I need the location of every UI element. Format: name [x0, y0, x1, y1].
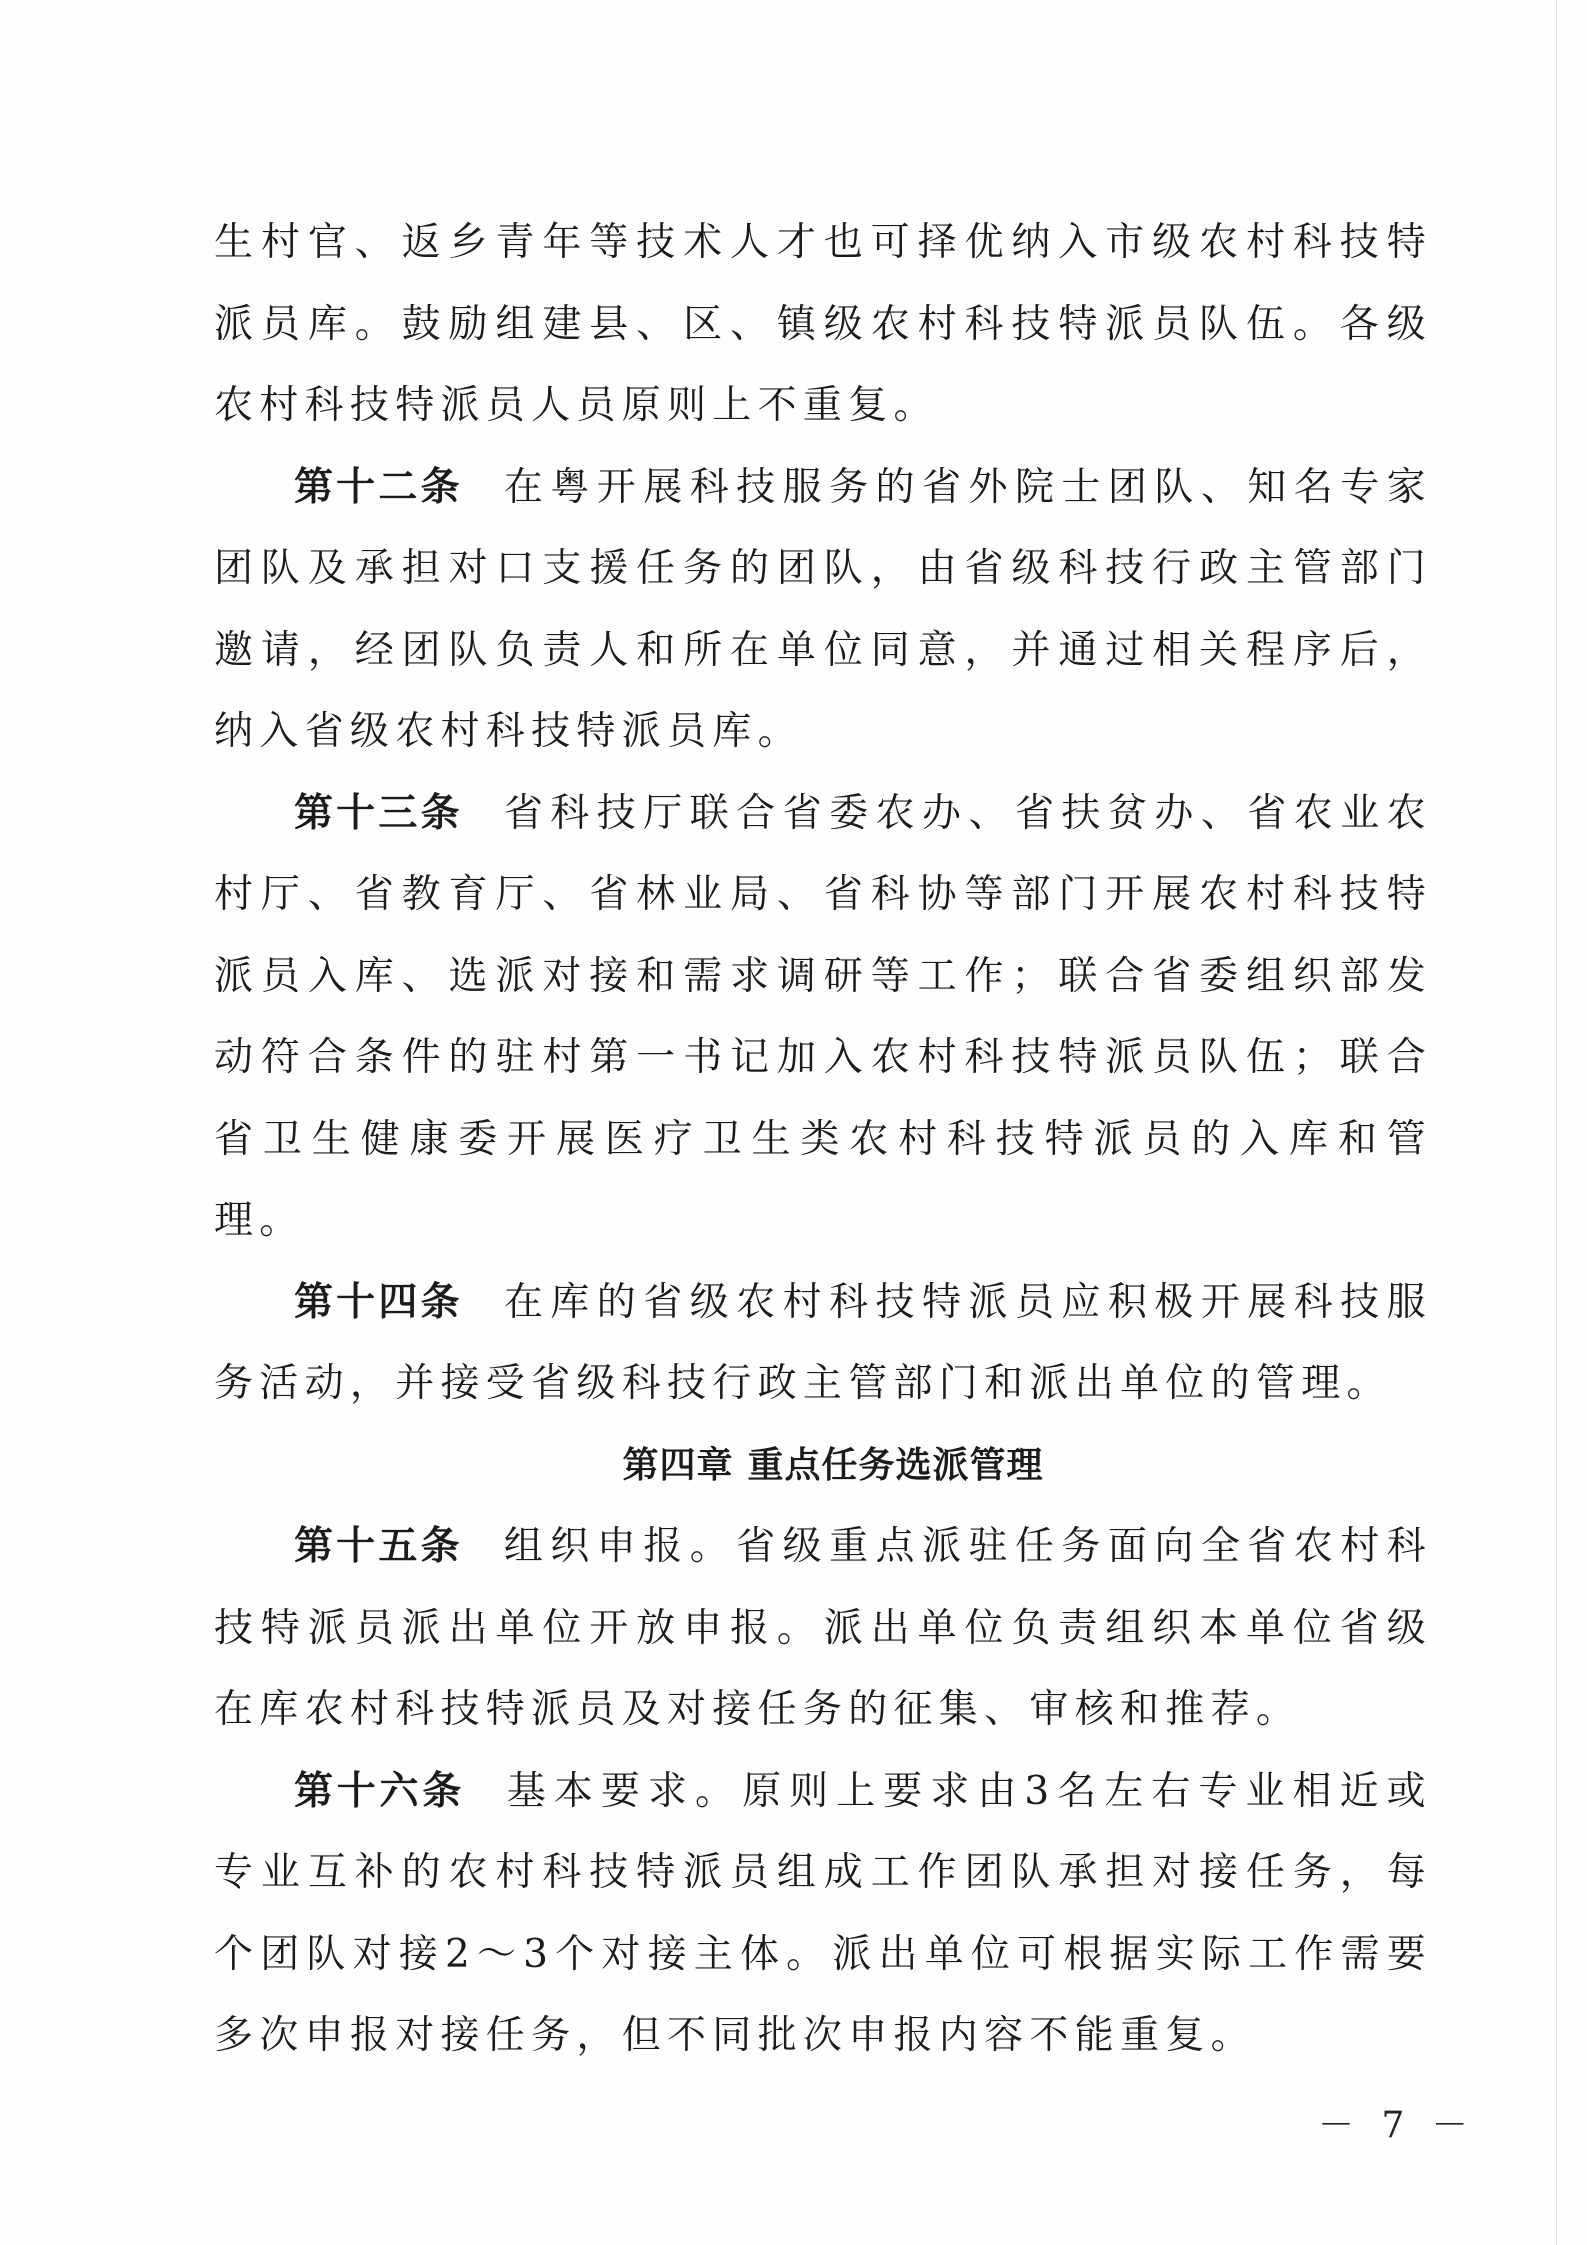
page-number: － 7 －	[1318, 2105, 1476, 2146]
article-number: 第十三条	[294, 790, 463, 836]
paragraph-continuation	[214, 202, 1432, 447]
document-body	[214, 202, 1432, 2077]
chapter-title: 重点任务选派管理	[747, 1444, 1044, 1486]
article-text: 在库的省级农村科技特派员应积极开展科技服务活动，并接受省级科技行政主管部门和派出单位的管理。	[214, 1279, 1432, 1406]
article-number: 第十四条	[294, 1279, 463, 1325]
article-text: 组织申报。省级重点派驻任务面向全省农村科技特派员派出单位开放申报。派出单位负责组织本单位省级在库农村科技特派员及对接任务的征集、审核和推荐。	[214, 1524, 1432, 1732]
paragraph-text: 生村官、返乡青年等技术人才也可择优纳入市级农村科技特派员库。鼓励组建县、区、镇级农村科技特派员队伍。各级农村科技特派员人员原则上不重复。	[214, 220, 1432, 428]
page-edge-line	[1556, 0, 1557, 2245]
chapter-heading	[214, 1425, 1432, 1507]
article-number: 第十二条	[294, 464, 463, 510]
chapter-number: 第四章	[622, 1444, 734, 1486]
article-16	[214, 1751, 1432, 2077]
article-text: 基本要求。原则上要求由3名左右专业相近或专业互补的农村科技特派员组成工作团队承担对接任务，每个团队对接2～3个对接主体。派出单位可根据实际工作需要多次申报对接任务，但不同批次申报内容不能重复。	[214, 1768, 1432, 2058]
article-12	[214, 447, 1432, 773]
article-text: 在粤开展科技服务的省外院士团队、知名专家团队及承担对口支援任务的团队，由省级科技行政主管部门邀请，经团队负责人和所在单位同意，并通过相关程序后，纳入省级农村科技特派员库。	[214, 464, 1432, 754]
article-number: 第十六条	[294, 1768, 466, 1814]
article-number: 第十五条	[294, 1524, 463, 1569]
article-14	[214, 1262, 1432, 1425]
article-13	[214, 773, 1432, 1262]
article-text: 省科技厅联合省委农办、省扶贫办、省农业农村厅、省教育厅、省林业局、省科协等部门开展农村科技特派员入库、选派对接和需求调研等工作；联合省委组织部发动符合条件的驻村第一书记加入农村科技特派员队伍；联合省卫生健康委开展医疗卫生类农村科技特派员的入库和管理。	[214, 790, 1432, 1243]
article-15	[214, 1506, 1432, 1751]
